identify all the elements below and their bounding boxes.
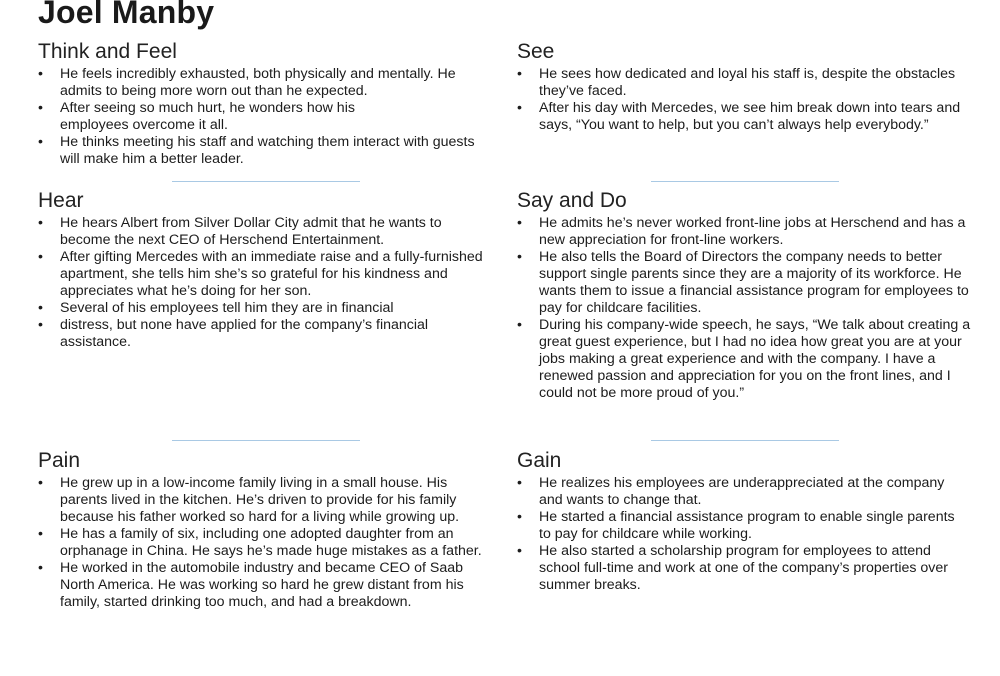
list-item: • He thinks meeting his staff and watching them interact with guests will make him a better leader. (38, 134, 493, 168)
list-item: • He sees how dedicated and loyal his staff is, despite the obstacles they’ve faced. (517, 66, 967, 100)
list-item: • After seeing so much hurt, he wonders how his employees overcome it all. (38, 100, 493, 134)
section-say-and-do (517, 189, 972, 402)
section-heading: Think and Feel (38, 40, 177, 63)
section-heading: See (517, 40, 555, 63)
list-item: • During his company-wide speech, he says, “We talk about creating a great guest experience, but I had no idea how great you are at your jobs making a great experience and with the company. I have a renewed passion and appreciation for you on the front lines, and I could not be more proud of you.” (517, 317, 972, 402)
section-heading: Gain (517, 449, 562, 472)
section-hear (38, 189, 493, 351)
list-item: • He worked in the automobile industry and became CEO of Saab North America. He was working so hard he grew distant from his family, started drinking too much, and had a breakdown. (38, 560, 498, 611)
list-item: • After gifting Mercedes with an immediate raise and a fully-furnished apartment, she tells him she’s so grateful for his kindness and appreciates what he’s doing for her son. (38, 249, 493, 300)
page-title: Joel Manby (38, 0, 215, 30)
list-item: • He has a family of six, including one adopted daughter from an orphanage in China. He says he’s made huge mistakes as a father. (38, 526, 498, 560)
section-heading: Say and Do (517, 189, 627, 212)
list-item: • He grew up in a low-income family living in a small house. His parents lived in the kitchen. He’s driven to provide for his family because his father worked so hard for a living while growing up. (38, 475, 498, 526)
bullet-list (517, 215, 972, 402)
section-see (517, 40, 967, 134)
list-item: • After his day with Mercedes, we see him break down into tears and says, “You want to help, but you can’t always help everybody.” (517, 100, 967, 134)
section-pain (38, 449, 498, 611)
list-item: • He also started a scholarship program for employees to attend school full-time and work at one of the company’s properties over summer breaks. (517, 543, 967, 594)
divider (172, 181, 360, 182)
divider (651, 440, 839, 441)
bullet-list (517, 66, 967, 134)
list-item: • He started a financial assistance program to enable single parents to pay for childcare while working. (517, 509, 967, 543)
list-item: • He feels incredibly exhausted, both physically and mentally. He admits to being more worn out than he expected. (38, 66, 493, 100)
bullet-list (517, 475, 967, 594)
section-heading: Hear (38, 189, 84, 212)
section-think-and-feel (38, 40, 493, 168)
divider (172, 440, 360, 441)
divider (651, 181, 839, 182)
bullet-list (38, 475, 498, 611)
list-item: • Several of his employees tell him they are in financial (38, 300, 493, 317)
section-gain (517, 449, 967, 594)
list-item: • He hears Albert from Silver Dollar City admit that he wants to become the next CEO of Herschend Entertainment. (38, 215, 493, 249)
list-item: • He realizes his employees are underappreciated at the company and wants to change that. (517, 475, 967, 509)
section-heading: Pain (38, 449, 81, 472)
bullet-list (38, 66, 493, 168)
bullet-list (38, 215, 493, 351)
list-item: • He admits he’s never worked front-line jobs at Herschend and has a new appreciation for front-line workers. (517, 215, 972, 249)
list-item: • He also tells the Board of Directors the company needs to better support single parents since they are a majority of its workforce. He wants them to issue a financial assistance program for employees to pay for childcare facilities. (517, 249, 972, 317)
list-item: • distress, but none have applied for the company’s financial assistance. (38, 317, 493, 351)
